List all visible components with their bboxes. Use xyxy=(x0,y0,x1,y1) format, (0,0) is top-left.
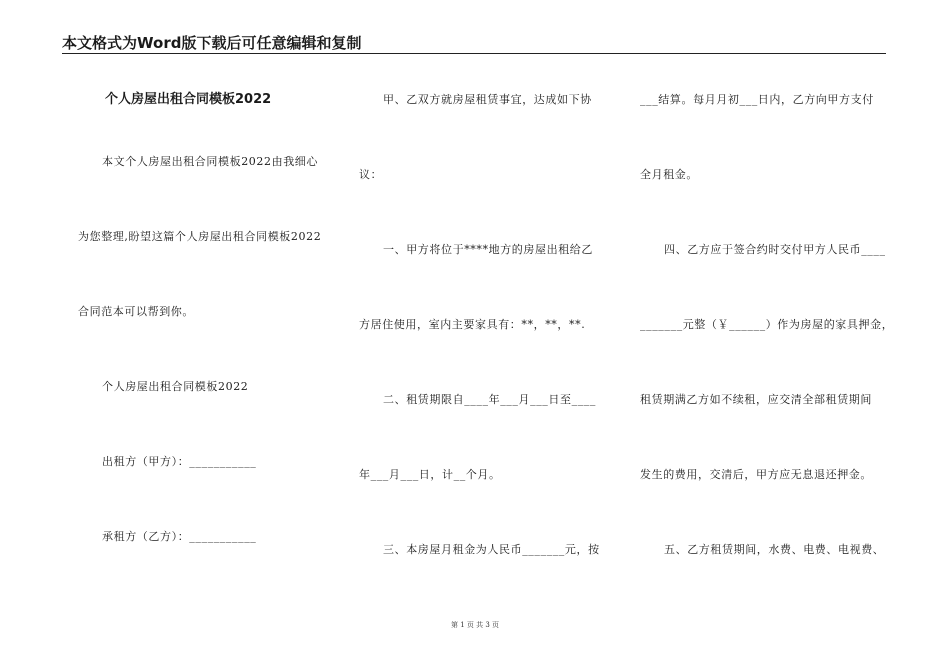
col2-line-4: 方居住使用，室内主要家具有：**，**，**. xyxy=(359,318,586,331)
col3-line-2: 全月租金。 xyxy=(640,168,698,181)
col1-line-1: 本文个人房屋出租合同模板2022由我细心 xyxy=(102,155,318,168)
col2-line-5: 二、租赁期限自____年___月___日至____ xyxy=(383,393,596,406)
col2-line-7: 三、本房屋月租金为人民币_______元，按 xyxy=(383,543,600,556)
col3-line-6: 发生的费用，交清后，甲方应无息退还押金。 xyxy=(640,468,872,481)
col1-line-2: 为您整理,盼望这篇个人房屋出租合同模板2022 xyxy=(78,230,322,243)
col3-line-1: ___结算。每月月初___日内，乙方向甲方支付 xyxy=(640,93,874,106)
col2-line-3: 一、甲方将位于****地方的房屋出租给乙 xyxy=(383,243,593,256)
page-number: 第 1 页 共 3 页 xyxy=(450,621,500,629)
col3-line-4: _______元整（￥______）作为房屋的家具押金， xyxy=(640,318,894,331)
col2-line-1: 甲、乙双方就房屋租赁事宜，达成如下协 xyxy=(383,93,592,106)
document-title: 个人房屋出租合同模板2022 xyxy=(105,92,272,107)
col2-line-2: 议： xyxy=(359,168,383,181)
col3-line-7: 五、乙方租赁期间，水费、电费、电视费、 xyxy=(664,543,885,556)
col2-line-6: 年___月___日，计__个月。 xyxy=(359,468,501,481)
col1-line-4: 个人房屋出租合同模板2022 xyxy=(102,380,249,393)
col3-line-5: 租赁期满乙方如不续租，应交清全部租赁期间 xyxy=(640,393,872,406)
col1-line-3: 合同范本可以帮到你。 xyxy=(78,305,194,318)
header-divider xyxy=(62,53,886,54)
col1-line-6: 承租方（乙方）：___________ xyxy=(102,530,257,543)
col1-line-5: 出租方（甲方）：___________ xyxy=(102,455,257,468)
col3-line-3: 四、乙方应于签合约时交付甲方人民币____ xyxy=(664,243,886,256)
document-header: 本文格式为Word版下载后可任意编辑和复制 xyxy=(62,34,362,52)
